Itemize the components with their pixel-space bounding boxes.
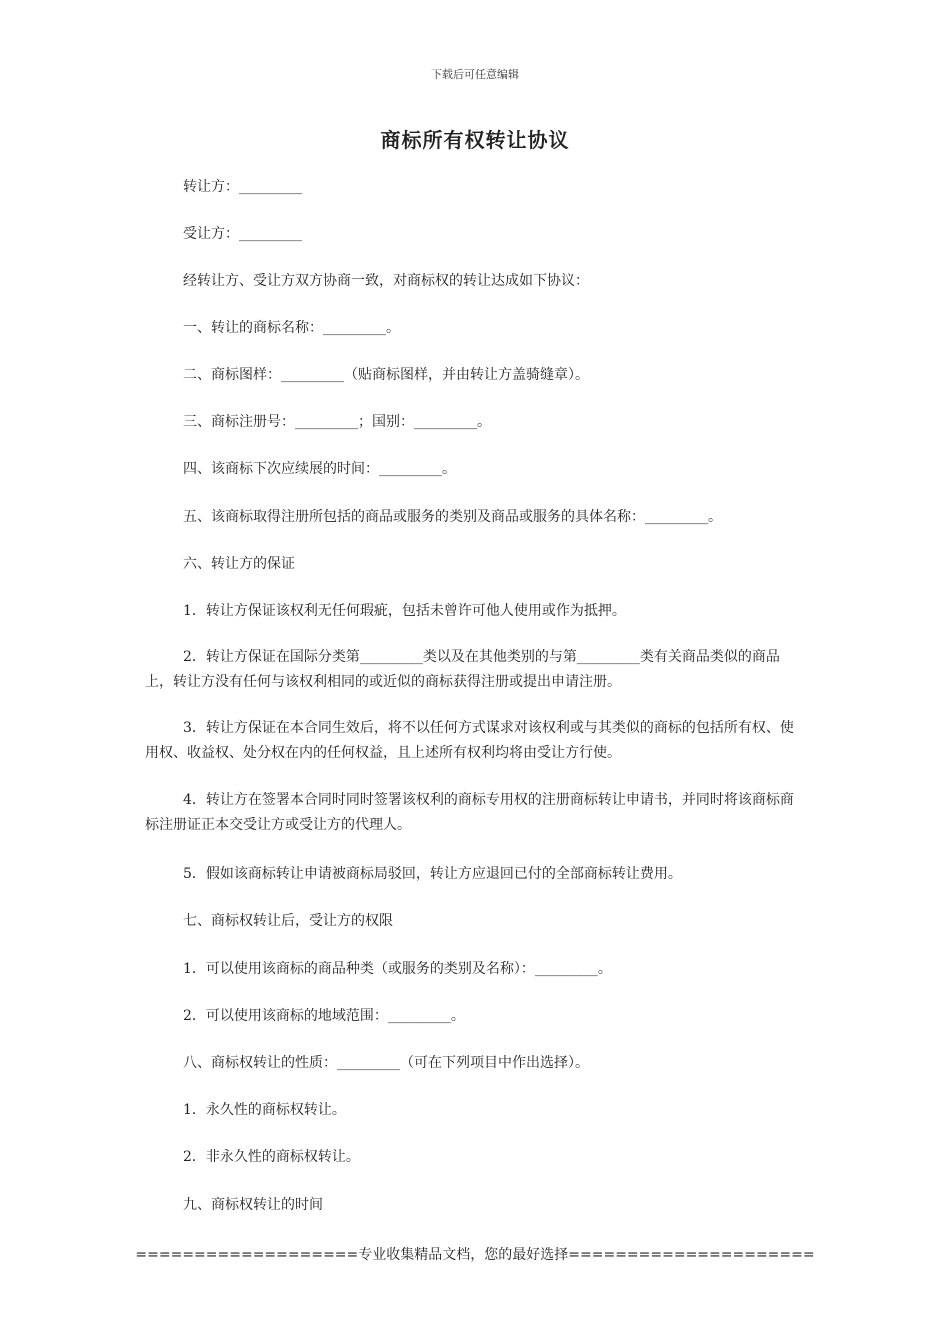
clause-8-item-1: 1．永久性的商标权转让。: [183, 1102, 346, 1118]
clause-1: 一、转让的商标名称：_________。: [183, 320, 400, 336]
clause-9-heading: 九、商标权转让的时间: [183, 1197, 323, 1213]
clause-8-heading: 八、商标权转让的性质：_________（可在下列项目中作出选择）。: [183, 1055, 589, 1071]
clause-6-item-3: 3．转让方保证在本合同生效后，将不以任何方式谋求对该权利或与其类似的商标的包括所有权、使用权、收益权、处分权在内的任何权益，且上述所有权利均将由受让方行使。: [145, 720, 794, 761]
clause-5: 五、该商标取得注册所包括的商品或服务的类别及商品或服务的具体名称：_________。: [183, 509, 722, 525]
preamble-line: 经转让方、受让方双方协商一致，对商标权的转让达成如下协议：: [183, 273, 589, 289]
transferor-line: 转让方：_________: [183, 179, 302, 195]
clause-6-item-2: 2．转让方保证在国际分类第_________类以及在其他类别的与第_________类有关商品类似的商品上，转让方没有任何与该权利相同的或近似的商标获得注册或提出申请注册。: [145, 649, 780, 690]
clause-3: 三、商标注册号：_________；国别：_________。: [183, 414, 491, 430]
clause-7-item-2: 2．可以使用该商标的地域范围：_________。: [183, 1008, 465, 1024]
clause-6-item-4: 4．转让方在签署本合同时同时签署该权利的商标专用权的注册商标转让申请书，并同时将该商标商标注册证正本交受让方或受让方的代理人。: [145, 792, 794, 833]
clause-6-item-5: 5．假如该商标转让申请被商标局驳回，转让方应退回已付的全部商标转让费用。: [183, 866, 682, 882]
clause-8-item-2: 2．非永久性的商标权转让。: [183, 1149, 360, 1165]
footer-banner: ===================专业收集精品文档，您的最好选择=====================: [135, 1247, 815, 1263]
clause-4: 四、该商标下次应续展的时间：_________。: [183, 461, 456, 477]
clause-7-heading: 七、商标权转让后，受让方的权限: [183, 913, 393, 929]
document-title: 商标所有权转让协议: [380, 128, 570, 152]
clause-7-item-1: 1．可以使用该商标的商品种类（或服务的类别及名称）：_________。: [183, 961, 612, 977]
clause-6-heading: 六、转让方的保证: [183, 556, 295, 572]
header-note: 下载后可任意编辑: [431, 68, 519, 81]
clause-6-item-1: 1．转让方保证该权利无任何瑕疵，包括未曾许可他人使用或作为抵押。: [183, 603, 626, 619]
clause-2: 二、商标图样：_________（贴商标图样，并由转让方盖骑缝章）。: [183, 367, 589, 383]
transferee-line: 受让方：_________: [183, 226, 302, 242]
